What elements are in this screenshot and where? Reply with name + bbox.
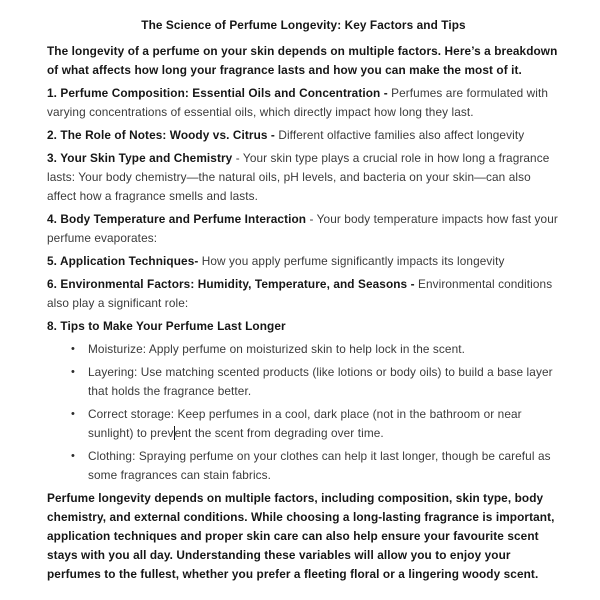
text-run: Layering: Use matching scented products (like lotions or body oils) to build a base layer that holds the fragrance better. — [88, 365, 553, 398]
bold-text-run: The Science of Perfume Longevity: Key Factors and Tips — [141, 18, 466, 32]
bullet-item[interactable] — [47, 363, 560, 401]
text-run: How you apply perfume significantly impacts its longevity — [198, 254, 505, 268]
bold-text-run: 2. The Role of Notes: Woody vs. Citrus - — [47, 128, 279, 142]
bullet-item[interactable] — [47, 340, 560, 359]
bullet-item[interactable] — [47, 405, 560, 443]
text-run: - Your body temperature impacts how fast your perfume evaporates: — [47, 212, 558, 245]
bullet-marker-icon: • — [71, 343, 75, 355]
paragraph[interactable] — [47, 84, 560, 122]
text-run: Clothing: Spraying perfume on your clothes can help it last longer, though be careful as some fragrances can stain fabrics. — [88, 449, 551, 482]
paragraph[interactable] — [47, 126, 560, 145]
text-run: Correct storage: Keep perfumes in a cool, dark place (not in the bathroom or near sunlight) to prev — [88, 407, 522, 440]
paragraph[interactable] — [47, 317, 560, 336]
paragraph[interactable] — [47, 42, 560, 80]
text-run: Moisturize: Apply perfume on moisturized skin to help lock in the scent. — [88, 342, 466, 356]
bold-text-run: The longevity of a perfume on your skin depends on multiple factors. Here’s a breakdown of what affects how long your fragrance lasts and how you can make the most of it. — [47, 44, 558, 77]
text-run: Environmental conditions also play a significant role: — [47, 277, 553, 310]
paragraph[interactable] — [47, 489, 560, 584]
paragraph[interactable] — [47, 252, 560, 271]
bold-text-run: 4. Body Temperature and Perfume Interaction — [47, 212, 307, 226]
bullet-marker-icon: • — [71, 366, 75, 378]
paragraph[interactable] — [47, 275, 560, 313]
paragraph[interactable] — [47, 149, 560, 206]
bold-text-run: 6. Environmental Factors: Humidity, Temperature, and Seasons - — [47, 277, 418, 291]
document-title[interactable] — [47, 16, 560, 35]
bold-text-run: Perfume longevity depends on multiple factors, including composition, skin type, body chemistry, and external conditions. While choosing a long-lasting fragrance is important, application techniques and proper skin care can also help ensure your favourite scent stays with you all day. Understanding these variables will allow you to enjoy your perfumes to the fullest, whether you prefer a fleeting floral or a lingering woody scent. — [47, 491, 555, 581]
text-run: - Your skin type plays a crucial role in how long a fragrance lasts: Your body chemistry—the natural oils, pH levels, and bacteria on your skin—can also affect how a fragrance smells and lasts. — [47, 151, 550, 203]
bold-text-run: 1. Perfume Composition: Essential Oils and Concentration - — [47, 86, 392, 100]
bullet-item[interactable] — [47, 447, 560, 485]
bold-text-run: 8. Tips to Make Your Perfume Last Longer — [47, 319, 286, 333]
document-body[interactable] — [47, 16, 560, 584]
paragraph[interactable] — [47, 210, 560, 248]
bullet-marker-icon: • — [71, 450, 75, 462]
text-run: Perfumes are formulated with varying concentrations of essential oils, which directly impact how long they last. — [47, 86, 549, 119]
bold-text-run: 3. Your Skin Type and Chemistry — [47, 151, 233, 165]
bold-text-run: 5. Application Techniques- — [47, 254, 199, 268]
text-run: Different olfactive families also affect longevity — [278, 128, 525, 142]
text-run: ent the scent from degrading over time. — [174, 426, 384, 440]
bullet-marker-icon: • — [71, 408, 75, 420]
